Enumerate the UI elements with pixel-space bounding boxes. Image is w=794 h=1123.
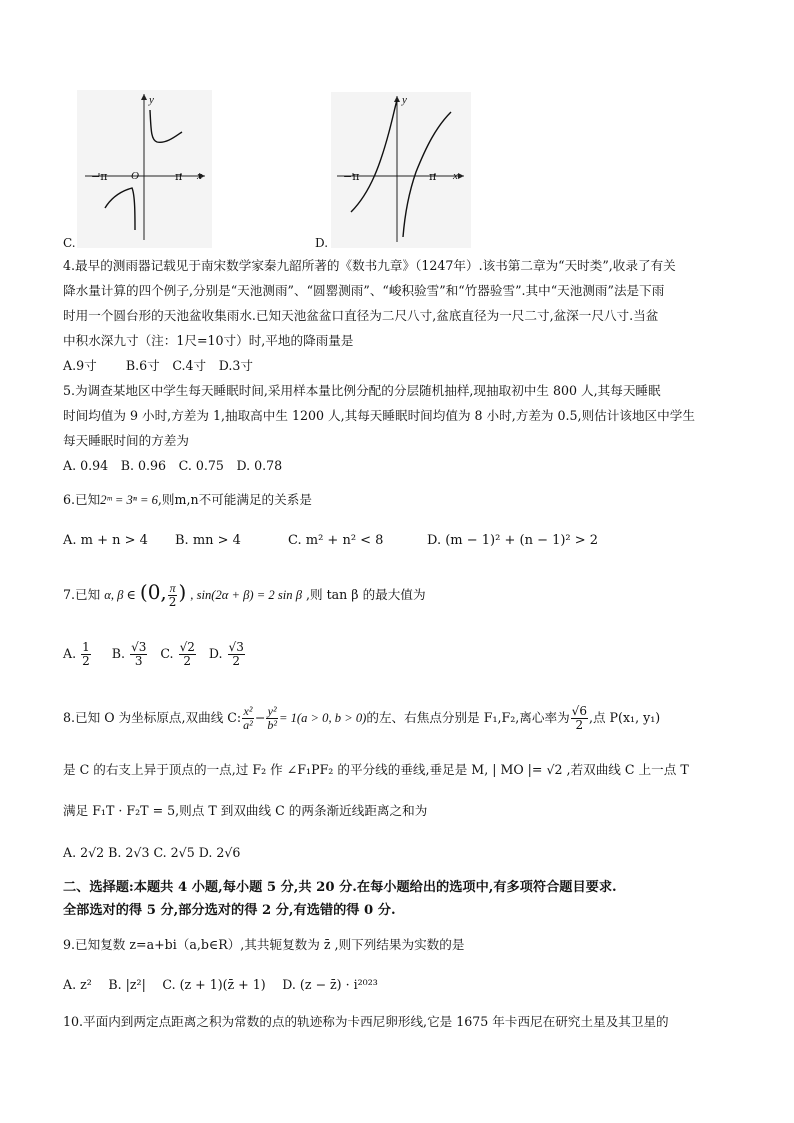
- q7-interval-right: ): [178, 580, 187, 604]
- graph-c-y-label: y: [149, 94, 154, 106]
- q8-ecc-den: 2: [575, 718, 584, 732]
- q7-opt-d-label: D.: [208, 646, 223, 661]
- q7-opt-b-den: 3: [134, 654, 143, 668]
- q7-opt-d-frac: [228, 641, 245, 668]
- graph-c-origin: O: [131, 170, 139, 182]
- q7-opt-b-frac: [130, 641, 147, 668]
- q8-y-frac: [266, 705, 278, 732]
- q8-a2: a²: [243, 718, 253, 732]
- q6-stem-prefix: 6.已知: [63, 492, 101, 507]
- graph-d: [331, 92, 471, 248]
- q6-stem: [63, 492, 312, 508]
- q6-opt-d: D. (m − 1)² + (n − 1)² > 2: [427, 533, 599, 548]
- q6-stem-math: 2ᵐ = 3ⁿ = 6: [100, 493, 158, 507]
- q9-stem: 9.已知复数 z=a+bi（a,b∈R）,其共轭复数为 z̄ ,则下列结果为实数的是: [63, 937, 465, 952]
- q7-stem: [63, 576, 426, 608]
- section-2-heading-line-1: 二、选择题:本题共 4 小题,每小题 5 分,共 20 分.在每小题给出的选项中,有多项符合题目要求.: [63, 880, 617, 895]
- graph-c-neg-pi: −π: [91, 170, 108, 183]
- q5-line-1: 5.为调查某地区中学生每天睡眠时间,采用样本量比例分配的分层随机抽样,现抽取初中生 800 人,其每天睡眠: [63, 383, 661, 398]
- q6-stem-suffix: ,则m,n不可能满足的关系是: [157, 492, 312, 507]
- q8-suffix: ,点 P(x₁, y₁): [588, 710, 661, 725]
- q7-options: [63, 638, 246, 670]
- q7-pi-over-2: [168, 582, 178, 609]
- graph-d-pos-pi: π: [429, 170, 437, 183]
- section-2-heading-line-2: 全部选对的得 5 分,部分选对的得 2 分,有选错的得 0 分.: [63, 903, 396, 918]
- q8-ecc-num: √6: [571, 704, 587, 718]
- q4-line-2: 降水量计算的四个例子,分别是“天池测雨”、“圆罂测雨”、“峻积验雪”和“竹器验雪”.其中“天池测雨”法是下雨: [63, 283, 665, 298]
- q7-opt-a-den: 2: [82, 654, 90, 668]
- q8-line-1: 8.已知 O 为坐标原点,双曲线 C: $\frac{\text{x²}}{\text{a²}}$ − $\frac{\text{y²}}{\text{b²}}$ = 1(a > 0, b > 0)的左、右焦点分别是 F₁,F₂,离心率为 $\frac{√6}{2}$ ,点 P(x₁, y₁): [63, 704, 661, 732]
- q7-opt-a-frac: [81, 641, 91, 668]
- graph-c-plot: [77, 90, 212, 248]
- q9-options: A. z² B. |z²| C. (z + 1)(z̄ + 1) D. (z − z̄) · i²⁰²³: [63, 977, 378, 992]
- q7-opt-c-label: C.: [160, 646, 174, 661]
- graph-d-neg-pi: −π: [343, 170, 360, 183]
- q7-stem-suffix: ,则 tan β 的最大值为: [306, 587, 426, 602]
- q7-opt-b-num: √3: [131, 640, 147, 654]
- q5-line-2: 时间均值为 9 小时,方差为 1,抽取高中生 1200 人,其每天睡眠时间均值为 8 小时,方差为 0.5,则估计该地区中学生: [63, 408, 695, 423]
- q8-y2: y²: [267, 704, 277, 718]
- graph-c-pos-pi: π: [175, 170, 183, 183]
- graph-d-y-label: y: [402, 94, 407, 106]
- q7-opt-a-label: A.: [63, 646, 77, 661]
- q7-interval-left: (0,: [139, 580, 167, 604]
- q7-pi: π: [169, 581, 176, 595]
- q8-ecc: [571, 705, 588, 732]
- q7-opt-d-num: √3: [228, 640, 244, 654]
- graph-d-x-label: x: [453, 170, 458, 182]
- graph-c: [77, 90, 212, 248]
- q6-opt-c: C. m² + n² < 8: [288, 533, 384, 548]
- q8-x-frac: [242, 705, 254, 732]
- q7-stem-eq: , sin(2α + β) = 2 sin β: [190, 588, 302, 602]
- q8-mid: 的左、右焦点分别是 F₁,F₂,离心率为: [366, 710, 570, 725]
- q8-b2: b²: [267, 718, 277, 732]
- q8-cond: = 1(a > 0, b > 0): [278, 711, 367, 725]
- q8-line-3: 满足 F₁T · F₂T = 5,则点 T 到双曲线 C 的两条渐近线距离之和为: [63, 803, 428, 818]
- q5-options: A. 0.94 B. 0.96 C. 0.75 D. 0.78: [63, 458, 283, 473]
- q7-opt-a-num: 1: [82, 640, 90, 654]
- q7-opt-b-label: B.: [111, 646, 126, 661]
- q8-prefix: 8.已知 O 为坐标原点,双曲线 C:: [63, 710, 242, 725]
- q10-line-1: 10.平面内到两定点距离之积为常数的点的轨迹称为卡西尼卵形线,它是 1675 年卡西尼在研究土星及其卫星的: [63, 1014, 669, 1029]
- q7-stem-vars: α, β ∈: [104, 588, 136, 602]
- q6-opt-a: A. m + n > 4: [63, 533, 148, 548]
- q6-opt-b: B. mn > 4: [175, 533, 241, 548]
- q7-opt-c-den: 2: [183, 654, 192, 668]
- q7-two: 2: [168, 595, 177, 609]
- graph-c-x-label: x: [197, 170, 202, 182]
- q8-line-2: 是 C 的右支上异于顶点的一点,过 F₂ 作 ∠F₁PF₂ 的平分线的垂线,垂足是 M, | MO |= √2 ,若双曲线 C 上一点 T: [63, 762, 689, 777]
- q4-options: A.9寸 B.6寸 C.4寸 D.3寸: [63, 358, 254, 373]
- graph-c-label: C.: [63, 236, 76, 250]
- graph-d-label: D.: [315, 236, 329, 250]
- q7-opt-d-den: 2: [232, 654, 240, 668]
- q8-x2: x²: [243, 704, 253, 718]
- q7-stem-prefix: 7.已知: [63, 587, 101, 602]
- q7-opt-c-frac: [179, 641, 196, 668]
- q5-line-3: 每天睡眠时间的方差为: [63, 433, 189, 448]
- q4-line-1: 4.最早的测雨器记载见于南宋数学家秦九韶所著的《数书九章》（1247年）.该书第二章为“天时类”,收录了有关: [63, 258, 676, 273]
- q8-options: A. 2√2 B. 2√3 C. 2√5 D. 2√6: [63, 845, 241, 860]
- q7-opt-c-num: √2: [179, 640, 195, 654]
- q4-line-4: 中积水深九寸（注：1尺=10寸）时,平地的降雨量是: [63, 333, 354, 348]
- q4-line-3: 时用一个圆台形的天池盆收集雨水.已知天池盆盆口直径为二尺八寸,盆底直径为一尺二寸,盆深一尺八寸.当盆: [63, 308, 659, 323]
